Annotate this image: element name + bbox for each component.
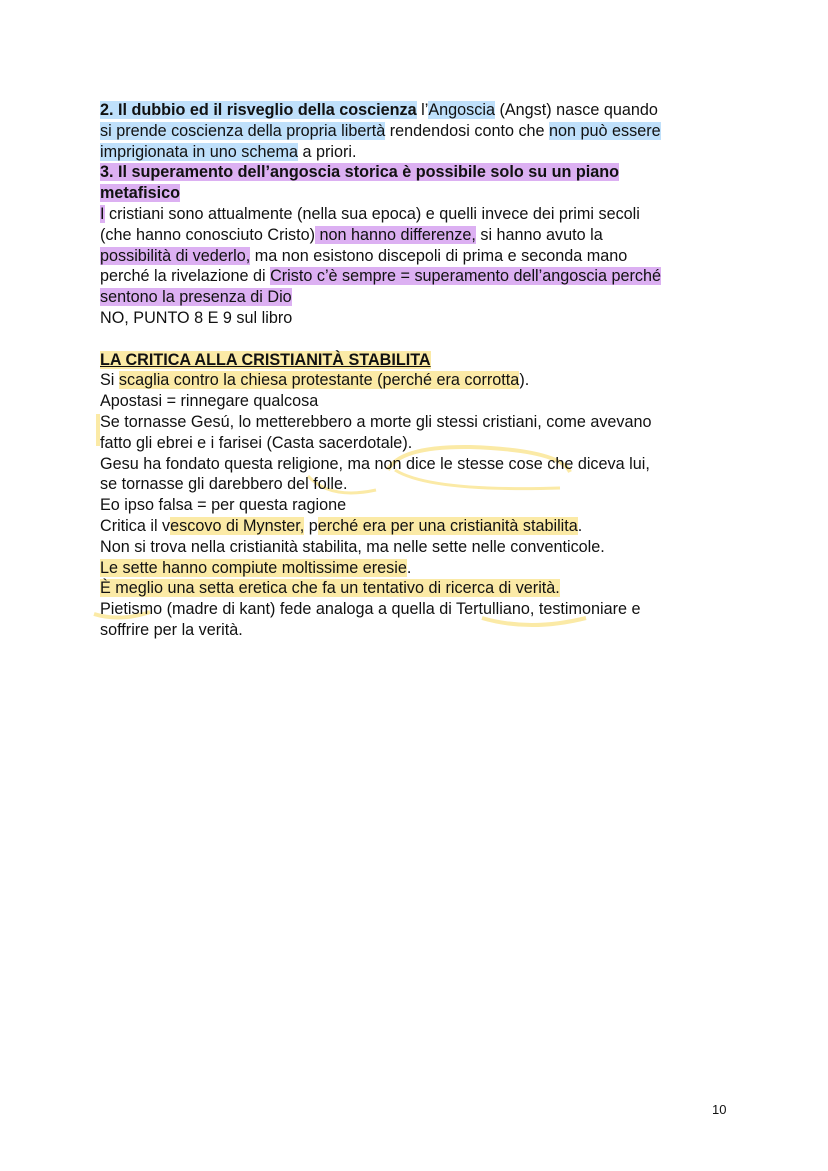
section2-line3: imprigionata in uno schema a priori. <box>100 142 357 161</box>
critica-line3: Se tornasse Gesú, lo metterebbero a morte gli stessi cristiani, come avevano <box>100 412 652 431</box>
notes-body <box>100 100 740 641</box>
section3-heading-line2: metafisico <box>100 184 181 203</box>
critica-line6: se tornasse gli darebbero del folle. <box>100 475 348 494</box>
critica-line7: Eo ipso falsa = per questa ragione <box>100 496 347 515</box>
critica-line11: È meglio una setta eretica che fa un tentativo di ricerca di verità. <box>100 579 560 598</box>
section2-line1: 2. Il dubbio ed il risveglio della coscienza l’Angoscia (Angst) nasce quando <box>100 101 658 119</box>
critica-heading-line <box>100 350 740 371</box>
page-number: 10 <box>712 1102 727 1117</box>
section2-line2: si prende coscienza della propria libertà rendendosi conto che non può essere <box>100 121 661 140</box>
critica-line2: Apostasi = rinnegare qualcosa <box>100 392 319 411</box>
section3-line1: I cristiani sono attualmente (nella sua epoca) e quelli invece dei primi secoli <box>100 204 640 223</box>
critica-line4: fatto gli ebrei e i farisei (Casta sacerdotale). <box>100 433 413 452</box>
critica-line8: Critica il vescovo di Mynster, perché era per una cristianità stabilita. <box>100 516 583 535</box>
critica-heading: LA CRITICA ALLA CRISTIANITÀ STABILITA <box>100 350 431 369</box>
section2-heading: 2. Il dubbio ed il risveglio della coscienza <box>100 101 417 119</box>
critica-line5: Gesu ha fondato questa religione, ma non dice le stesse cose che diceva lui, <box>100 454 650 473</box>
section3-line3: possibilità di vederlo, ma non esistono discepoli di prima e seconda mano <box>100 246 628 265</box>
section3-line2: (che hanno conosciuto Cristo) non hanno differenze, si hanno avuto la <box>100 225 603 244</box>
critica-line12: Pietismo (madre di kant) fede analoga a quella di Tertulliano, testimoniare e <box>100 600 641 619</box>
section3-line4: perché la rivelazione di Cristo c’è sempre = superamento dell’angoscia perché <box>100 267 662 286</box>
section3-line5: sentono la presenza di Dio <box>100 288 292 307</box>
critica-line13: soffrire per la verità. <box>100 620 243 639</box>
critica-line1: Si scaglia contro la chiesa protestante (perché era corrotta). <box>100 371 530 390</box>
critica-line9: Non si trova nella cristianità stabilita, ma nelle sette nelle conventicole. <box>100 537 605 556</box>
section3-line6: NO, PUNTO 8 E 9 sul libro <box>100 308 293 327</box>
section3-heading-line1: 3. Il superamento dell’angoscia storica è possibile solo su un piano <box>100 163 620 182</box>
spacer <box>100 329 740 350</box>
critica-line10: Le sette hanno compiute moltissime eresie. <box>100 558 412 577</box>
